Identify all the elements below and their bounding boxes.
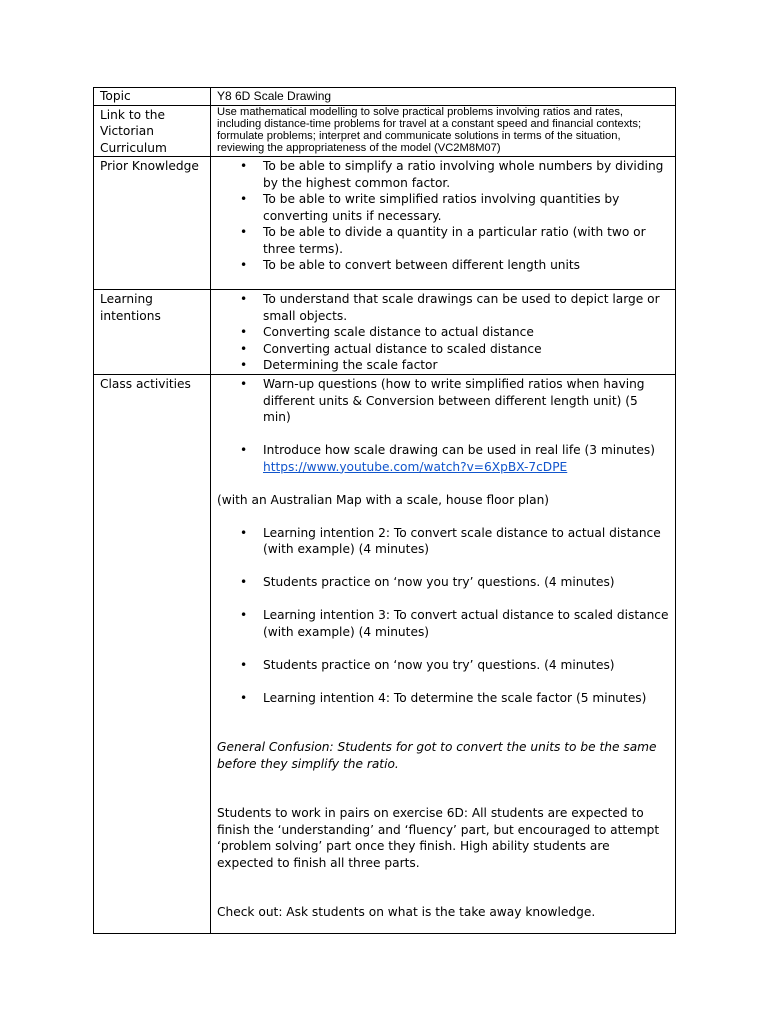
class-activities-cell xyxy=(211,375,676,934)
introduce-item xyxy=(263,442,669,475)
curriculum-text: Use mathematical modelling to solve practical problems involving ratios and rates, including distance-time problems for travel at a constant speed and financial contexts; formulate problems; interpret and communicate solutions in terms of the situation, reviewing the appropriateness of the model (VC2M8M07) xyxy=(211,105,676,157)
class-activities-label: Class activities xyxy=(94,375,211,934)
list-item: • Converting actual distance to scaled distance xyxy=(263,341,669,358)
list-item: • Determining the scale factor xyxy=(263,357,669,374)
curriculum-row xyxy=(94,105,676,157)
video-link[interactable]: https://www.youtube.com/watch?v=6XpBX-7cDPE xyxy=(263,459,568,474)
topic-label: Topic xyxy=(94,88,211,106)
prior-knowledge-label: Prior Knowledge xyxy=(94,157,211,290)
list-item: • To be able to write simplified ratios involving quantities by converting units if necessary. xyxy=(263,191,669,224)
prior-knowledge-list xyxy=(217,158,669,274)
list-item: • To be able to simplify a ratio involving whole numbers by dividing by the highest common factor. xyxy=(263,158,669,191)
prior-knowledge-cell xyxy=(211,157,676,290)
general-confusion-note: General Confusion: Students for got to convert the units to be the same before they simplify the ratio. xyxy=(217,740,657,771)
introduce-text: Introduce how scale drawing can be used in real life (3 minutes) xyxy=(263,443,655,457)
list-item: • To be able to divide a quantity in a particular ratio (with two or three terms). xyxy=(263,224,669,257)
prior-knowledge-row xyxy=(94,157,676,290)
activities-list-4 xyxy=(217,574,669,591)
list-item: • To be able to convert between different length units xyxy=(263,257,669,274)
topic-row xyxy=(94,88,676,106)
list-item: • To understand that scale drawings can be used to depict large or small objects. xyxy=(263,291,669,324)
activities-list-1 xyxy=(217,376,669,426)
activities-list-6 xyxy=(217,657,669,674)
learning-intention-3-item: • Learning intention 3: To convert actual distance to scaled distance (with example) (4 minutes) xyxy=(263,607,669,640)
check-out-note: Check out: Ask students on what is the take away knowledge. xyxy=(217,905,596,919)
learning-intentions-row xyxy=(94,290,676,375)
activities-list-5 xyxy=(217,607,669,640)
map-note: (with an Australian Map with a scale, house floor plan) xyxy=(217,492,550,507)
pairs-work-note: Students to work in pairs on exercise 6D: All students are expected to finish the ‘understanding’ and ‘fluency’ part, but encouraged to attempt ‘problem solving’ part once they finish. High ability students are expected to finish all three parts. xyxy=(217,806,660,870)
learning-intention-2-item: • Learning intention 2: To convert scale distance to actual distance (with example) (4 minutes) xyxy=(263,525,669,558)
class-activities-row xyxy=(94,375,676,934)
learning-intentions-list xyxy=(217,291,669,374)
learning-intentions-label: Learning intentions xyxy=(94,290,211,375)
topic-value: Y8 6D Scale Drawing xyxy=(211,88,676,106)
practice-item-2: • Students practice on ‘now you try’ questions. (4 minutes) xyxy=(263,657,669,674)
activities-list-7 xyxy=(217,690,669,707)
curriculum-label: Link to the Victorian Curriculum xyxy=(94,105,211,157)
warmup-item: • Warn-up questions (how to write simplified ratios when having different units & Conversion between different length unit) (5 min) xyxy=(263,376,669,426)
list-item: • Converting scale distance to actual distance xyxy=(263,324,669,341)
lesson-plan-table xyxy=(93,87,676,934)
learning-intentions-cell xyxy=(211,290,676,375)
activities-list-2 xyxy=(217,442,669,475)
learning-intention-4-item: • Learning intention 4: To determine the scale factor (5 minutes) xyxy=(263,690,669,707)
activities-list-3 xyxy=(217,525,669,558)
practice-item-1: • Students practice on ‘now you try’ questions. (4 minutes) xyxy=(263,574,669,591)
